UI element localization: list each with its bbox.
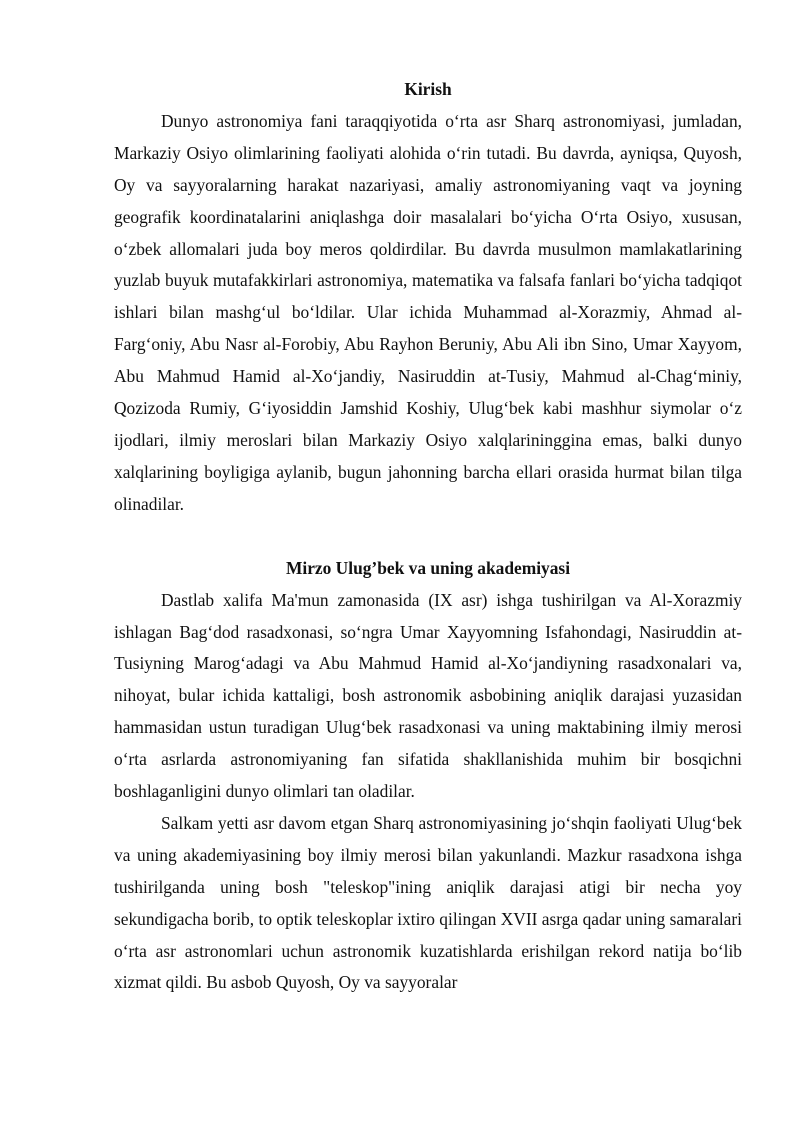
section-heading: Mirzo Ulug’bek va uning akademiyasi: [285, 557, 571, 578]
document-page: [114, 74, 742, 999]
intro-paragraph: Dunyo astronomiya fani taraqqiyotida o‘rta asr Sharq astronomiyasi, jumladan, Markaziy Osiyo olimlarining faoliyati alohida o‘rin tutadi. Bu davrda, ayniqsa, Quyosh, Oy va sayyoralarning harakat nazariyasi, amaliy astronomiyaning vaqt va joyning geografik koordinatalarini aniqlashga doir masalalari bo‘yicha O‘rta Osiyo, xususan, o‘zbek allomalari juda boy meros qoldirdilar. Bu davrda musulmon mamlakatlarining yuzlab buyuk mutafakkirlari astronomiya, matematika va falsafa fanlari bo‘yicha tadqiqot ishlari bilan mashg‘ul bo‘ldilar. Ular ichida Muhammad al-Xorazmiy, Ahmad al-Farg‘oniy, Abu Nasr al-Forobiy, Abu Rayhon Beruniy, Abu Ali ibn Sino, Umar Xayyom, Abu Mahmud Hamid al-Xo‘jandiy, Nasiruddin at-Tusiy, Mahmud al-Chag‘miniy, Qozizoda Rumiy, G‘iyosiddin Jamshid Koshiy, Ulug‘bek kabi mashhur siymolar o‘z ijodlari, ilmiy meroslari bilan Markaziy Osiyo xalqlarininggina emas, balki dunyo xalqlarining boyligiga aylanib, bugun jahonning barcha ellari orasida hurmat bilan tilga olinadilar.: [114, 110, 742, 514]
section-gap: [114, 521, 742, 553]
body-paragraph: Dastlab xalifa Ma'mun zamonasida (IX asr) ishga tushirilgan va Al-Xorazmiy ishlagan Bag‘dod rasadxonasi, so‘ngra Umar Xayyomning Isfahondagi, Nasiruddin at-Tusiyning Marog‘adagi va Abu Mahmud Hamid al-Xo‘jandiyning rasadxonalari va, nihoyat, bular ichida kattaligi, bosh astronomik asbobining aniqlik darajasi yuzasidan hammasidan ustun turadigan Ulug‘bek rasadxonasi va uning maktabining ilmiy merosi o‘rta asrlarda astronomiyaning fan sifatida shakllanishida muhim bir bosqichni boshlaganligini dunyo olimlari tan oladilar.: [114, 589, 742, 802]
intro-heading: Kirish: [404, 79, 452, 99]
body-paragraph: Salkam yetti asr davom etgan Sharq astronomiyasining jo‘shqin faoliyati Ulug‘bek va uning akademiyasining boy ilmiy merosi bilan yakunlandi. Mazkur rasadxona ishga tushirilganda uning bosh "teleskop"ining aniqlik darajasi atigi bir necha yoy sekundigacha borib, to optik teleskoplar ixtiro qilingan XVII asrga qadar uning samaralari o‘rta asr astronomlari uchun astronomik kuzatishlarda erishilgan rekord natija bo‘lib xizmat qildi. Bu asbob Quyosh, Oy va sayyoralar: [114, 812, 742, 993]
